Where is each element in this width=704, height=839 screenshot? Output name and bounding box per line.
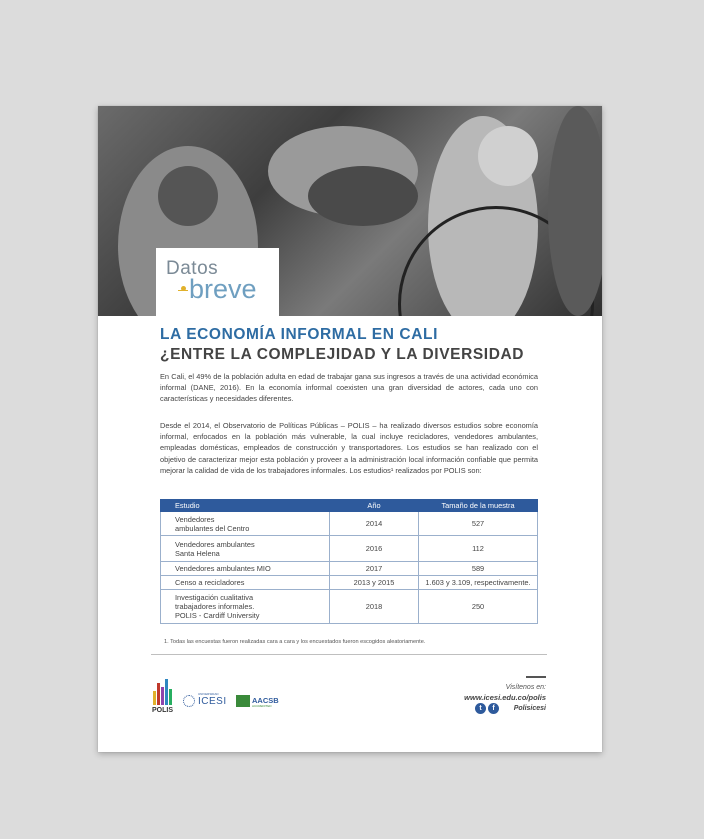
aacsb-logo-text: AACSB xyxy=(252,696,279,705)
website-link[interactable]: www.icesi.edu.co/polis xyxy=(464,693,546,702)
cell-tamano: 589 xyxy=(419,562,538,576)
badge-word-datos: Datos xyxy=(166,258,219,279)
badge-word-breve: breve xyxy=(189,274,257,304)
logo-bar xyxy=(161,687,164,705)
icesi-logo xyxy=(183,694,231,710)
cell-ano: 2017 xyxy=(330,562,419,576)
page-title-line2: ¿ENTRE LA COMPLEJIDAD Y LA DIVERSIDAD xyxy=(160,346,525,363)
icesi-emblem-icon xyxy=(183,695,195,707)
studies-table xyxy=(160,499,538,624)
cell-ano: 2013 y 2015 xyxy=(330,576,419,590)
studies-paragraph: Desde el 2014, el Observatorio de Políticas Públicas – POLIS – ha realizado diversos estudios sobre economía informal, enfocados en la población más vulnerable, la cual incluye recicladores, vendedores ambulantes, empleadas domésticas, empleados de construcción y transportadores. Los estudios se han realizado con el objetivo de caracterizar mejor esta población y proveer a la administración local información confiable que permita mejorar la calidad de vida de los trabajadores informales. Los estudios¹ realizados por POLIS son: xyxy=(160,421,538,475)
polis-logo-text: POLIS xyxy=(152,707,174,714)
table-row xyxy=(161,512,538,536)
aacsb-logo xyxy=(236,694,278,710)
icesi-logo-small-text: UNIVERSIDAD xyxy=(198,692,219,696)
header-estudio: Estudio xyxy=(161,500,330,512)
cell-tamano: 250 xyxy=(419,590,538,624)
footnote: 1. Todas las encuestas fueron realizadas cara a cara y los encuestados fueron escogidos aleatoriamente. xyxy=(164,639,426,645)
aacsb-emblem-icon xyxy=(236,695,250,707)
page-title-line1: LA ECONOMÍA INFORMAL EN CALI xyxy=(160,326,438,343)
table-header-row xyxy=(161,500,538,512)
cell-ano: 2014 xyxy=(330,512,419,536)
table-row xyxy=(161,536,538,562)
cell-tamano: 1.603 y 3.109, respectivamente. xyxy=(419,576,538,590)
social-handle[interactable]: Polisicesi xyxy=(513,705,546,712)
polis-logo xyxy=(152,676,176,714)
facebook-icon[interactable]: f xyxy=(488,703,499,714)
cell-estudio: Censo a recicladores xyxy=(161,576,330,590)
icesi-logo-text: ICESI xyxy=(198,696,227,707)
header-tamano: Tamaño de la muestra xyxy=(419,500,538,512)
cell-ano: 2016 xyxy=(330,536,419,562)
logo-bar xyxy=(157,683,160,705)
logo-bar xyxy=(165,679,168,705)
cell-estudio: Vendedores ambulantes MIO xyxy=(161,562,330,576)
divider xyxy=(151,654,547,655)
table-row xyxy=(161,590,538,624)
contact-dash xyxy=(526,676,546,678)
twitter-icon[interactable]: t xyxy=(475,703,486,714)
table-row xyxy=(161,576,538,590)
header-ano: Año xyxy=(330,500,419,512)
partner-logos xyxy=(152,676,282,716)
intro-paragraph: En Cali, el 49% de la población adulta en edad de trabajar gana sus ingresos a través de una actividad económica informal (DANE, 2016). En la economía informal coexisten una gran diversidad de actores, cada uno con características y necesidades diferentes. xyxy=(160,372,538,404)
cell-estudio: Investigación cualitativa trabajadores informales. POLIS - Cardiff University xyxy=(161,590,330,624)
cell-tamano: 527 xyxy=(419,512,538,536)
visit-label: Visítenos en: xyxy=(505,684,546,691)
logo-bar xyxy=(169,689,172,705)
flyer-page xyxy=(98,106,602,752)
aacsb-logo-small-text: ACCREDITED xyxy=(252,704,272,708)
logo-bar xyxy=(153,691,156,705)
spark-dot-icon xyxy=(181,286,186,291)
datos-breve-logo xyxy=(156,248,279,316)
cell-estudio: Vendedores ambulantes Santa Helena xyxy=(161,536,330,562)
cell-ano: 2018 xyxy=(330,590,419,624)
table-row xyxy=(161,562,538,576)
cell-tamano: 112 xyxy=(419,536,538,562)
cell-estudio: Vendedores ambulantes del Centro xyxy=(161,512,330,536)
